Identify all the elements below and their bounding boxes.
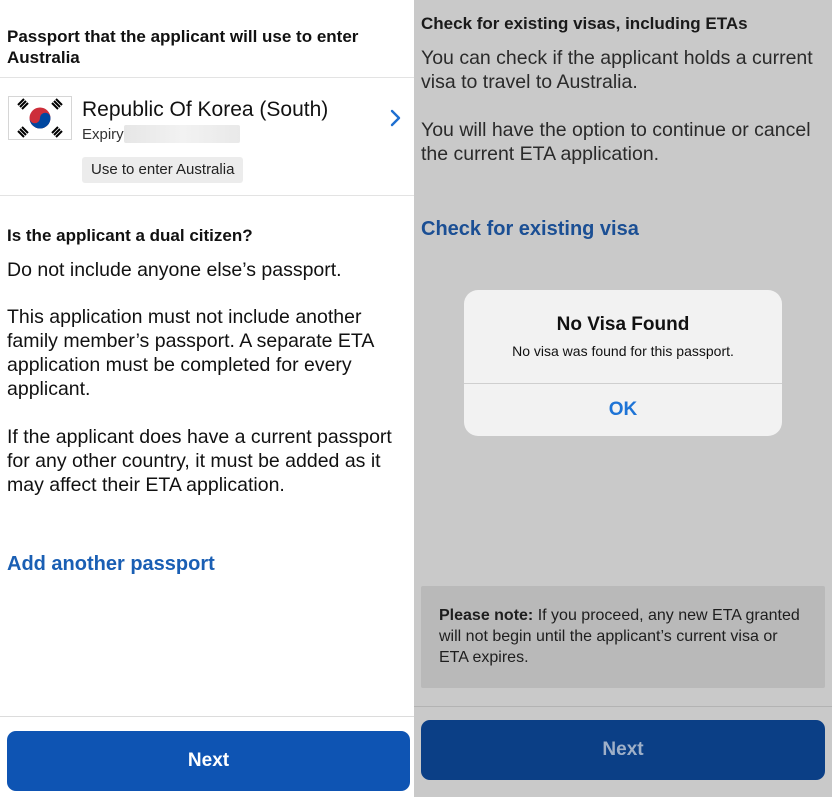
divider: [0, 77, 414, 78]
section-title: Check for existing visas, including ETAs: [421, 14, 748, 33]
redacted-expiry-date: [124, 125, 240, 143]
paragraph: You will have the option to continue or cancel the current ETA application.: [421, 119, 811, 165]
next-button[interactable]: Next: [421, 720, 825, 780]
passport-screen: [0, 0, 414, 797]
passport-country: Republic Of Korea (South): [82, 98, 329, 121]
dialog-message: No visa was found for this passport.: [512, 343, 734, 359]
paragraph: This application must not include another family member’s passport. A separate ETA application must be completed for every applicant.: [7, 306, 374, 400]
check-existing-visa-link[interactable]: Check for existing visa: [421, 218, 639, 240]
passport-section-title: Passport that the applicant will use to enter Australia: [7, 27, 359, 67]
use-to-enter-tag: Use to enter Australia: [82, 157, 243, 183]
divider: [0, 195, 414, 196]
dual-citizen-heading: Is the applicant a dual citizen?: [7, 226, 253, 245]
dialog-title: No Visa Found: [556, 314, 690, 335]
note-text: If you proceed, any new ETA granted will not begin until the applicant’s current visa or ETA expires.: [439, 607, 800, 666]
chevron-right-icon[interactable]: [388, 106, 404, 130]
south-korea-flag-icon: [8, 96, 72, 140]
note-label: Please note:: [439, 607, 534, 624]
next-button[interactable]: Next: [7, 731, 410, 791]
please-note-box: [421, 586, 825, 688]
divider: [414, 706, 832, 707]
divider: [0, 716, 414, 717]
dialog-ok-button[interactable]: OK: [608, 398, 638, 420]
paragraph: Do not include anyone else’s passport.: [7, 259, 342, 281]
passport-expiry-label: Expiry: [82, 126, 124, 143]
add-another-passport-link[interactable]: Add another passport: [7, 553, 215, 575]
visa-check-screen: [414, 0, 832, 797]
paragraph: If the applicant does have a current passport for any other country, it must be added as it may affect their ETA application.: [7, 426, 392, 496]
paragraph: You can check if the applicant holds a current visa to travel to Australia.: [421, 47, 813, 93]
no-visa-alert-dialog: [464, 290, 782, 436]
